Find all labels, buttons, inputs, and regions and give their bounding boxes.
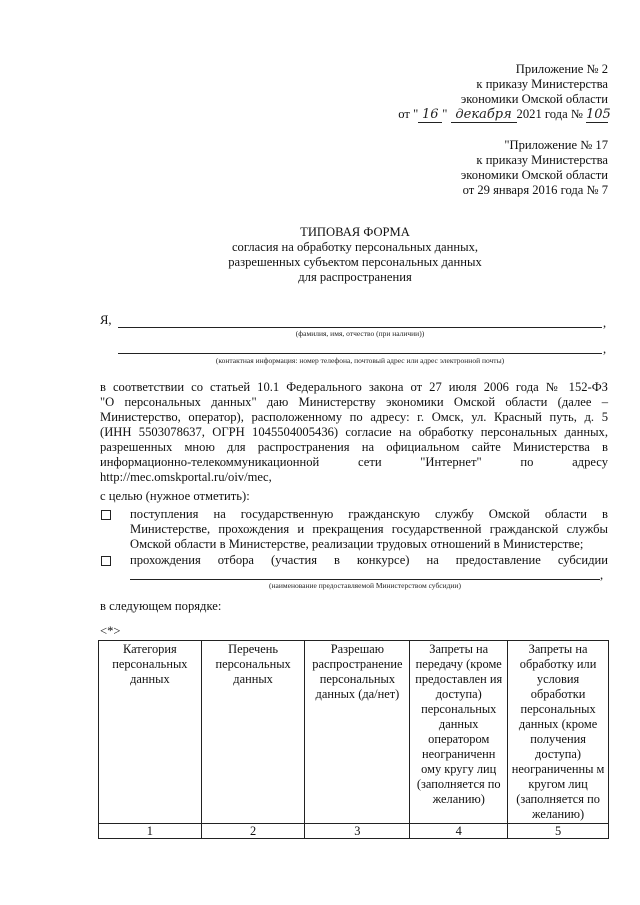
option-2-line: прохождения отбора (участия в конкурсе) на предоставление субсидии [130,553,608,567]
table-number-row [99,824,609,839]
header-category: Категория персональных данных [99,641,202,824]
purpose-intro: с целью (нужное отметить): [100,489,250,503]
original-appendix-line-1: "Приложение № 17 [504,138,608,152]
appendix-line-1: Приложение № 2 [515,62,608,76]
date-mid-quote: " [442,107,448,121]
form-title-main: ТИПОВАЯ ФОРМА [300,225,410,239]
order-number-field [586,107,611,123]
appendix-block [380,62,611,123]
header-list: Перечень персональных данных [201,641,305,824]
header-permit: Разрешаю распространение персональных данных (да/нет) [305,641,410,824]
option-civil-service-checkbox[interactable] [101,510,111,520]
header-transfer-ban: Запреты на передачу (кроме предоставлен ия доступа) персональных данных оператором неограниченн ому кругу лиц (заполняется по желанию) [410,641,508,824]
subsidy-input-line[interactable] [130,579,600,580]
date-month-handwritten: декабря [455,107,512,122]
appendix-line-3: экономики Омской области [460,92,608,106]
consent-line-1: в соответствии со статьей 10.1 Федерального закона от 27 июля 2006 года № 152-ФЗ [100,380,608,394]
consent-line-6: информационно-телекоммуникационной сети "Интернет" по адресу [100,455,608,469]
date-prefix: от " [398,107,419,121]
form-title-sub-3: для распространения [298,270,412,284]
subsidy-caption: (наименование предоставляемой Министерством субсидии) [269,581,461,590]
column-number: 1 [99,824,202,839]
consent-line-4: (ИНН 5503078637, ОГРН 1045504005436) согласие на обработку персональных данных, [100,425,608,439]
consent-line-5: разрешенных мною для распространения на официальном сайте Министерства в [100,440,608,454]
name-caption: (фамилия, имя, отчество (при наличии)) [295,329,425,338]
contact-input-line[interactable] [118,353,602,354]
header-processing-ban: Запреты на обработку или условия обработки персональных данных (кроме получения доступа) неограниченны м кругом лиц (заполняется по желанию) [508,641,609,824]
column-number: 3 [305,824,410,839]
ya-label: Я, [100,313,112,327]
option-1-line-3: Омской области в Министерстве, реализации трудовых отношений в Министерстве; [130,537,584,551]
consent-paragraph [100,380,608,485]
date-year-text: 2021 года № [516,107,583,121]
contact-caption: (контактная информация: номер телефона, почтовый адрес или адрес электронной почты) [215,356,505,365]
consent-line-3: Министерство, оператор), расположенному по адресу: г. Омск, ул. Красный путь, д. 5 [100,410,608,424]
name-trailing-comma: , [603,316,607,330]
consent-table [98,640,609,839]
column-number: 4 [410,824,508,839]
subsidy-trailing-comma: , [600,568,604,582]
date-day-handwritten: 16 [421,107,439,122]
option-1-line-2: Министерстве, прохождения и прекращения государственной гражданской службы [130,522,608,536]
contact-trailing-comma: , [603,342,607,356]
option-subsidy-checkbox[interactable] [101,556,111,566]
column-number: 2 [201,824,305,839]
option-1-line-1: поступления на государственную гражданскую службу Омской области в [130,507,608,521]
column-number: 5 [508,824,609,839]
order-number-handwritten: 105 [586,107,611,122]
option-civil-service-text [130,507,608,552]
date-month-field [451,107,517,123]
appendix-line-2: к приказу Министерства [476,77,608,91]
appendix-date-line [380,107,611,123]
table-header-row [99,641,609,824]
original-appendix-line-2: к приказу Министерства [476,153,608,167]
consent-line-7-url: http://mec.omskportal.ru/oiv/mec, [100,470,272,484]
original-appendix-line-4: от 29 января 2016 года № 7 [462,183,608,197]
form-title-sub-2: разрешенных субъектом персональных данных [228,255,482,269]
footnote-marker: <*> [100,624,121,638]
name-input-line[interactable] [118,327,602,328]
original-appendix-block [380,138,608,198]
form-title [150,225,560,285]
original-appendix-line-3: экономики Омской области [460,168,608,182]
option-subsidy-text [130,553,608,568]
date-day-field [418,107,442,123]
order-label: в следующем порядке: [100,599,222,613]
consent-line-2: "О персональных данных" даю Министерству экономики Омской области (далее – [100,395,608,409]
form-title-sub-1: согласия на обработку персональных данных, [231,240,479,254]
